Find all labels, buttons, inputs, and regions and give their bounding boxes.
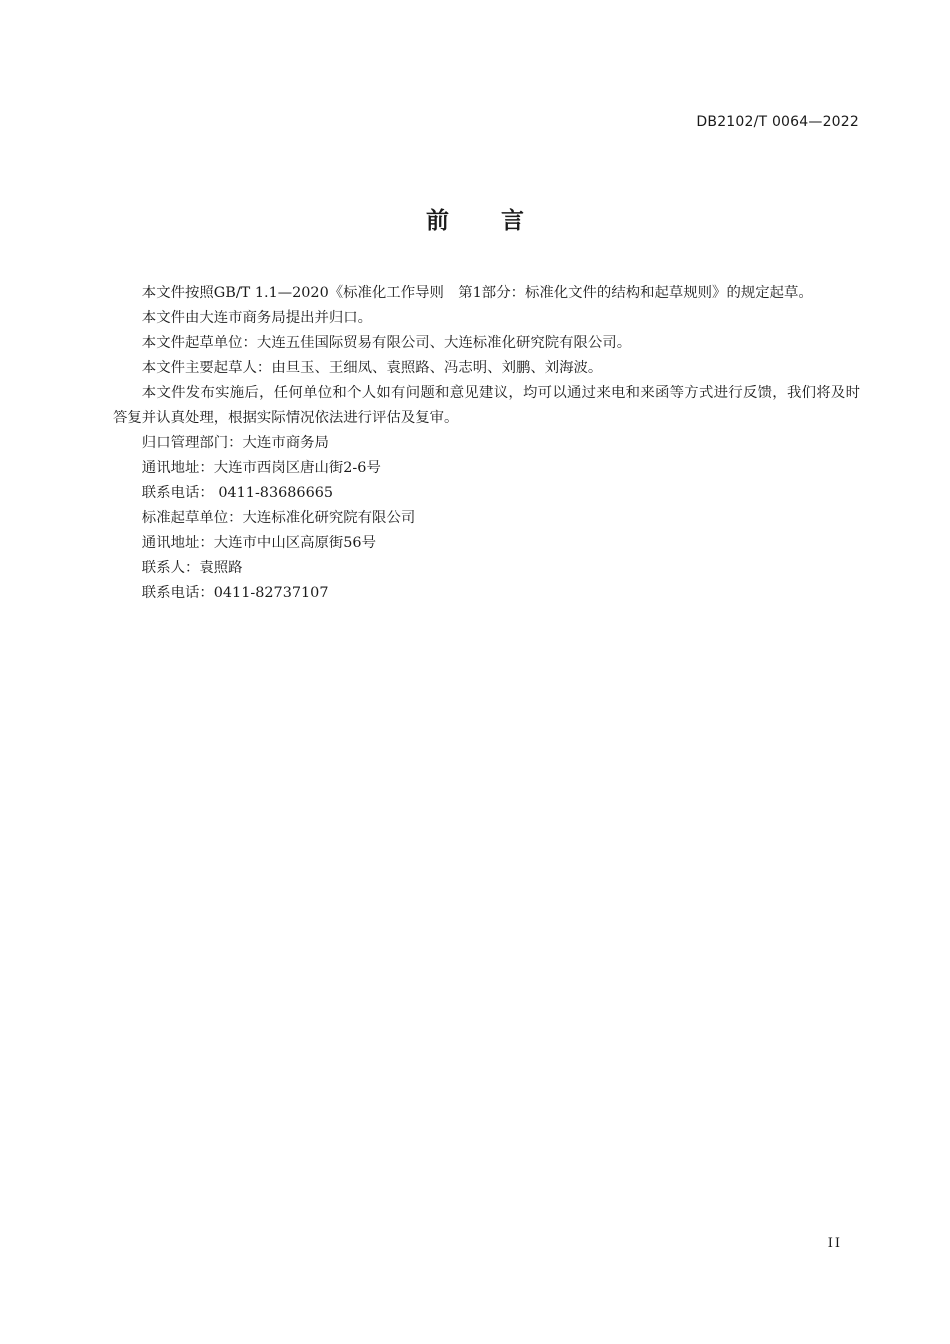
foreword-body: [113, 281, 860, 606]
paragraph-drafting-basis: 本文件按照GB/T 1.1—2020《标准化工作导则 第1部分：标准化文件的结构和起草规则》的规定起草。: [141, 285, 813, 301]
paragraph-proposer: 本文件由大连市商务局提出并归口。: [141, 310, 373, 326]
contact-drafting-unit: 标准起草单位：大连标准化研究院有限公司: [141, 510, 416, 526]
contact-authority-address: 通讯地址：大连市西岗区唐山街2-6号: [141, 460, 381, 476]
paragraph-drafters: 本文件主要起草人：由旦玉、王细凤、袁照路、冯志明、刘鹏、刘海波。: [141, 360, 603, 376]
page-title: 前言: [426, 208, 576, 234]
page-number: II: [827, 1236, 842, 1251]
paragraph-feedback: 本文件发布实施后，任何单位和个人如有问题和意见建议，均可以通过来电和来函等方式进行反馈，我们将及时答复并认真处理，根据实际情况依法进行评估及复审。: [113, 385, 860, 426]
contact-authority: 归口管理部门：大连市商务局: [141, 435, 329, 451]
contact-person: 联系人：袁照路: [141, 560, 243, 576]
contact-authority-phone: 联系电话： 0411-83686665: [141, 485, 334, 501]
paragraph-drafting-units: 本文件起草单位：大连五佳国际贸易有限公司、大连标准化研究院有限公司。: [141, 335, 632, 351]
document-number: DB2102/T 0064—2022: [696, 114, 859, 130]
contact-drafting-unit-address: 通讯地址：大连市中山区高原街56号: [141, 535, 376, 551]
contact-person-phone: 联系电话：0411-82737107: [141, 585, 329, 601]
